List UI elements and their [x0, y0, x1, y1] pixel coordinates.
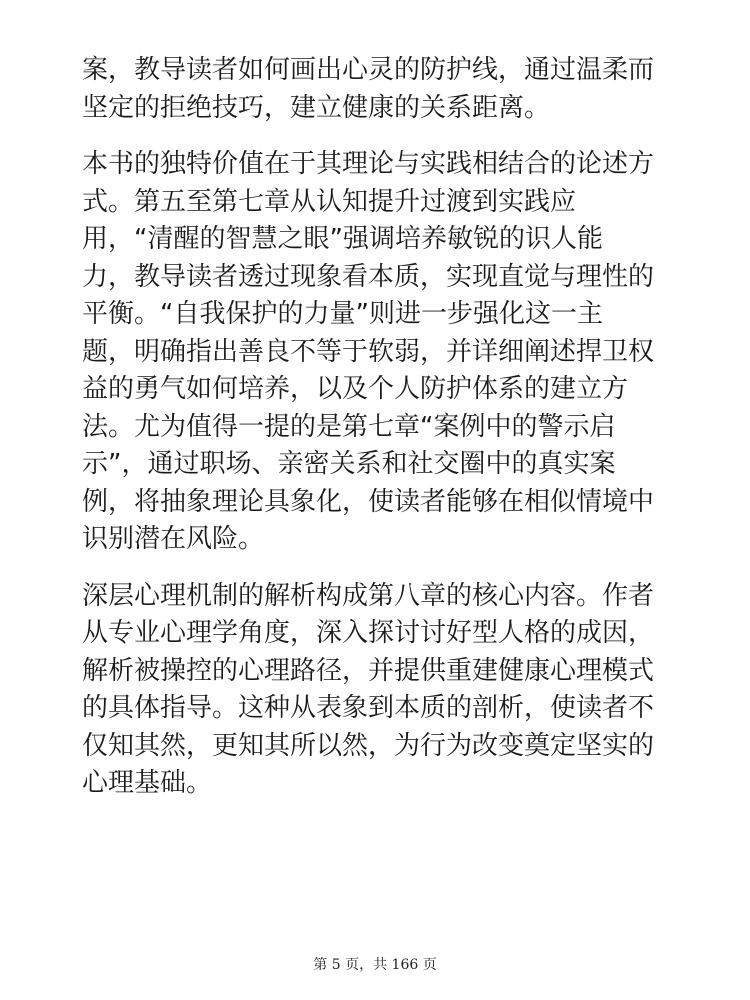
text-line: 示”，通过职场、亲密关系和社交圈中的真实案: [82, 449, 616, 479]
body-text: [82, 52, 682, 822]
text-line: 式。第五至第七章从认知提升过渡到实践应: [82, 186, 577, 217]
paragraph-2: [82, 146, 682, 559]
text-line: 深层心理机制的解析构成第八章的核心内容。作者: [82, 580, 655, 611]
text-line: 解析被操控的心理路径，并提供重建健康心理模式: [82, 655, 655, 686]
paragraph-3: [82, 578, 682, 803]
text-line: 心理基础。: [82, 768, 213, 798]
text-line: 识别潜在风险。: [82, 524, 265, 554]
text-line: 仅知其然，更知其所以然，为行为改变奠定坚实的: [82, 730, 655, 761]
text-line: 用，“清醒的智慧之眼”强调培养敏锐的识人能: [82, 224, 603, 254]
text-line: 坚定的拒绝技巧，建立健康的关系距离。: [82, 92, 551, 123]
text-line: 题，明确指出善良不等于软弱，并详细阐述捍卫权: [82, 336, 655, 367]
paragraph-1: [82, 52, 682, 127]
text-line: 案，教导读者如何画出心灵的防护线，通过温柔而: [82, 55, 655, 85]
text-line: 的具体指导。这种从表象到本质的剖析，使读者不: [82, 693, 655, 723]
text-line: 本书的独特价值在于其理论与实践相结合的论述方: [82, 149, 655, 179]
text-line: 益的勇气如何培养，以及个人防护体系的建立方: [82, 374, 629, 404]
text-line: 从专业心理学角度，深入探讨讨好型人格的成因，: [82, 618, 655, 648]
text-line: 例，将抽象理论具象化，使读者能够在相似情境中: [82, 486, 655, 517]
text-line: 法。尤为值得一提的是第七章“案例中的警示启: [82, 411, 616, 442]
page-number-footer: 第 5 页，共 166 页: [313, 957, 437, 973]
text-line: 力，教导读者透过现象看本质，实现直觉与理性的: [82, 261, 655, 292]
text-line: 平衡。“自我保护的力量”则进一步强化这一主: [82, 299, 603, 329]
